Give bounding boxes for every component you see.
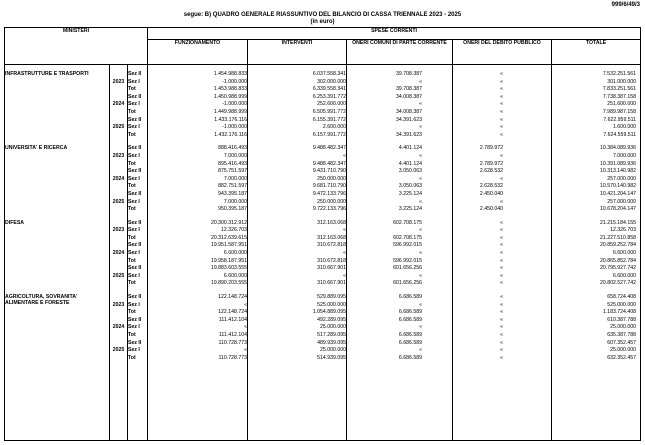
value-cell: «	[453, 332, 552, 340]
value-cell: 12.326.703	[552, 227, 641, 235]
value-cell: «	[453, 235, 552, 243]
value-cell: -1.000.000	[148, 124, 248, 132]
value-cell: 122.148.724	[148, 294, 248, 302]
section-kind-cell: Tot	[128, 206, 148, 214]
value-cell: 6.686.589	[347, 309, 453, 317]
year-cell: 2024	[110, 324, 128, 332]
value-cell: «	[347, 176, 453, 184]
year-cell: 2025	[110, 199, 128, 207]
year-cell: 2023	[110, 302, 128, 310]
filler-row	[5, 362, 641, 440]
value-cell: 39.708.387	[347, 71, 453, 79]
value-cell: 20.865.852.784	[552, 258, 641, 266]
value-cell: 895.416.493	[148, 161, 248, 169]
year-cell	[110, 220, 128, 228]
ministry-name: DIFESA	[5, 220, 110, 288]
section-kind-cell: Tot	[128, 355, 148, 363]
value-cell: 2.628.532	[453, 168, 552, 176]
value-cell: «	[248, 153, 347, 161]
value-cell: 3.050.063	[347, 168, 453, 176]
value-cell: 10.678.204.147	[552, 206, 641, 214]
value-cell: 310.672.818	[248, 242, 347, 250]
value-cell: «	[347, 101, 453, 109]
value-cell: «	[347, 347, 453, 355]
value-cell: «	[347, 153, 453, 161]
value-cell: 596.992.015	[347, 242, 453, 250]
value-cell: 943.395.187	[148, 191, 248, 199]
page-code: 999/6/49/3	[611, 2, 640, 8]
section-kind-cell: Sez II	[128, 294, 148, 302]
value-cell: 601.656.256	[347, 280, 453, 288]
year-cell	[110, 145, 128, 153]
value-cell: 6.686.589	[347, 340, 453, 348]
value-cell: 1.432.176.116	[148, 132, 248, 140]
section-kind-cell: Sez I	[128, 176, 148, 184]
budget-table	[4, 27, 641, 441]
title-line-1: segue: B) QUADRO GENERALE RIASSUNTIVO DEL BILANCIO DI CASSA TRIENNALE 2023 - 2025	[183, 12, 462, 18]
section-kind-cell: Sez I	[128, 79, 148, 87]
value-cell: 10.421.204.147	[552, 191, 641, 199]
section-kind-cell: Sez II	[128, 265, 148, 273]
value-cell: 6.600.000	[148, 250, 248, 258]
value-cell: «	[453, 258, 552, 266]
value-cell: -1.000.000	[148, 79, 248, 87]
value-cell: 19.883.603.555	[148, 265, 248, 273]
value-cell: 39.708.387	[347, 86, 453, 94]
value-cell: 529.889.095	[248, 294, 347, 302]
ministry-name: UNIVERSITA' E RICERCA	[5, 145, 110, 213]
value-cell: 6.686.589	[347, 294, 453, 302]
value-cell: 7.000.000	[148, 199, 248, 207]
section-kind-cell: Sez II	[128, 220, 148, 228]
value-cell: 6.686.589	[347, 355, 453, 363]
year-cell	[110, 309, 128, 317]
year-cell	[110, 183, 128, 191]
year-cell: 2023	[110, 153, 128, 161]
value-cell: 110.728.773	[148, 340, 248, 348]
value-cell: «	[248, 227, 347, 235]
value-cell: 2.450.040	[453, 191, 552, 199]
value-cell: 25.000.000	[248, 324, 347, 332]
year-cell: 2025	[110, 124, 128, 132]
value-cell: 596.992.015	[347, 258, 453, 266]
value-cell: 489.939.095	[248, 340, 347, 348]
value-cell: 6.686.589	[347, 332, 453, 340]
value-cell: «	[453, 176, 552, 184]
value-cell: 122.148.724	[148, 309, 248, 317]
value-cell: 6.339.558.341	[248, 86, 347, 94]
table-body	[5, 65, 641, 441]
value-cell: 9.488.482.347	[248, 145, 347, 153]
value-cell: 250.000.000	[248, 176, 347, 184]
section-kind-cell: Sez I	[128, 227, 148, 235]
year-cell	[110, 161, 128, 169]
year-cell	[110, 168, 128, 176]
ministry-name: INFRASTRUTTURE E TRASPORTI	[5, 71, 110, 139]
document-title	[0, 12, 645, 26]
value-cell: 34.008.387	[347, 94, 453, 102]
value-cell: 7.989.987.158	[552, 109, 641, 117]
value-cell: 25.000.000	[552, 324, 641, 332]
section-kind-cell: Sez II	[128, 242, 148, 250]
value-cell: 6.157.991.772	[248, 132, 347, 140]
value-cell: «	[248, 250, 347, 258]
value-cell: «	[148, 324, 248, 332]
value-cell: «	[453, 109, 552, 117]
section-kind-cell: Sez I	[128, 199, 148, 207]
value-cell: «	[347, 250, 453, 258]
value-cell: «	[347, 124, 453, 132]
section-kind-cell: Sez I	[128, 101, 148, 109]
value-cell: 6.155.391.772	[248, 117, 347, 125]
value-cell: 1.453.988.833	[148, 86, 248, 94]
value-cell: 310.672.818	[248, 258, 347, 266]
section-kind-cell: Tot	[128, 332, 148, 340]
section-kind-cell: Tot	[128, 258, 148, 266]
value-cell: 9.722.133.796	[248, 206, 347, 214]
value-cell: 6.037.558.341	[248, 71, 347, 79]
value-cell: 19.958.187.951	[148, 258, 248, 266]
value-cell: «	[148, 302, 248, 310]
value-cell: «	[453, 86, 552, 94]
year-cell	[110, 94, 128, 102]
section-kind-cell: Tot	[128, 86, 148, 94]
year-cell	[110, 317, 128, 325]
value-cell: 1.450.988.999	[148, 94, 248, 102]
value-cell: 111.412.104	[148, 317, 248, 325]
value-cell: 312.163.068	[248, 235, 347, 243]
value-cell: 111.412.104	[148, 332, 248, 340]
value-cell: 4.401.124	[347, 145, 453, 153]
value-cell: 9.472.133.796	[248, 191, 347, 199]
col-header-oneri-debito: ONERI DEL DEBITO PUBBLICO	[453, 40, 552, 65]
value-cell: 9.681.710.790	[248, 183, 347, 191]
ministry-name: AGRICOLTURA, SOVRANITA' ALIMENTARE E FORESTE	[5, 294, 110, 362]
value-cell: «	[453, 71, 552, 79]
value-cell: 525.000.000	[248, 302, 347, 310]
value-cell: «	[347, 324, 453, 332]
section-kind-cell: Sez I	[128, 124, 148, 132]
value-cell: 525.000.000	[552, 302, 641, 310]
value-cell: 1.449.988.999	[148, 109, 248, 117]
year-cell	[110, 332, 128, 340]
value-cell: 2.600.000	[248, 124, 347, 132]
value-cell: 12.326.703	[148, 227, 248, 235]
section-kind-cell: Tot	[128, 280, 148, 288]
year-cell	[110, 235, 128, 243]
table-row	[5, 71, 641, 79]
value-cell: 20.859.252.784	[552, 242, 641, 250]
section-kind-cell: Sez I	[128, 347, 148, 355]
value-cell: «	[453, 302, 552, 310]
value-cell: «	[453, 317, 552, 325]
value-cell: 257.000.000	[552, 176, 641, 184]
value-cell: 7.624.559.511	[552, 132, 641, 140]
value-cell: «	[453, 220, 552, 228]
year-cell	[110, 242, 128, 250]
value-cell: 875.751.597	[148, 168, 248, 176]
value-cell: 25.000.000	[552, 347, 641, 355]
value-cell: 882.751.597	[148, 183, 248, 191]
table-row	[5, 220, 641, 228]
value-cell: «	[248, 273, 347, 281]
value-cell: «	[453, 117, 552, 125]
value-cell: «	[453, 153, 552, 161]
value-cell: «	[453, 273, 552, 281]
value-cell: 601.656.256	[347, 265, 453, 273]
value-cell: «	[453, 242, 552, 250]
value-cell: 602.708.175	[347, 220, 453, 228]
section-kind-cell: Sez II	[128, 191, 148, 199]
value-cell: 4.401.124	[347, 161, 453, 169]
value-cell: «	[453, 324, 552, 332]
value-cell: 950.395.187	[148, 206, 248, 214]
year-cell	[110, 132, 128, 140]
value-cell: 1.054.889.095	[248, 309, 347, 317]
value-cell: «	[148, 347, 248, 355]
section-kind-cell: Tot	[128, 183, 148, 191]
value-cell: 19.951.587.951	[148, 242, 248, 250]
section-kind-cell: Sez I	[128, 302, 148, 310]
col-header-oneri-comuni: ONERI COMUNI DI PARTE CORRENTE	[347, 40, 453, 65]
value-cell: 10.391.089.936	[552, 161, 641, 169]
value-cell: 20.300.312.912	[148, 220, 248, 228]
year-cell	[110, 191, 128, 199]
year-cell	[110, 206, 128, 214]
section-kind-cell: Tot	[128, 309, 148, 317]
value-cell: 602.708.175	[347, 235, 453, 243]
value-cell: 302.000.000	[248, 79, 347, 87]
year-cell	[110, 340, 128, 348]
value-cell: 34.008.387	[347, 109, 453, 117]
value-cell: 21.227.510.858	[552, 235, 641, 243]
value-cell: 6.600.000	[148, 273, 248, 281]
section-kind-cell: Sez II	[128, 145, 148, 153]
value-cell: 1.433.176.116	[148, 117, 248, 125]
value-cell: 250.000.000	[248, 199, 347, 207]
value-cell: «	[453, 199, 552, 207]
value-cell: 6.253.391.772	[248, 94, 347, 102]
section-kind-cell: Tot	[128, 235, 148, 243]
value-cell: 517.289.095	[248, 332, 347, 340]
value-cell: 34.391.623	[347, 132, 453, 140]
value-cell: 9.488.482.347	[248, 161, 347, 169]
value-cell: 3.225.124	[347, 191, 453, 199]
value-cell: «	[453, 294, 552, 302]
section-kind-cell: Sez I	[128, 324, 148, 332]
value-cell: 888.416.493	[148, 145, 248, 153]
value-cell: 514.939.095	[248, 355, 347, 363]
year-cell: 2025	[110, 273, 128, 281]
section-kind-cell: Tot	[128, 109, 148, 117]
year-cell	[110, 258, 128, 266]
value-cell: 6.505.991.772	[248, 109, 347, 117]
value-cell: «	[453, 227, 552, 235]
year-cell: 2023	[110, 227, 128, 235]
section-kind-cell: Sez II	[128, 117, 148, 125]
value-cell: 7.000.000	[552, 153, 641, 161]
col-header-totale: TOTALE	[552, 40, 641, 65]
section-kind-cell: Sez I	[128, 250, 148, 258]
value-cell: «	[347, 273, 453, 281]
year-cell	[110, 117, 128, 125]
year-cell	[110, 294, 128, 302]
value-cell: «	[453, 250, 552, 258]
value-cell: 1.183.724.408	[552, 309, 641, 317]
value-cell: 301.000.000	[552, 79, 641, 87]
value-cell: 10.570.140.982	[552, 183, 641, 191]
value-cell: 34.391.623	[347, 117, 453, 125]
value-cell: 492.289.095	[248, 317, 347, 325]
year-cell	[110, 265, 128, 273]
year-cell	[110, 355, 128, 363]
value-cell: 25.000.000	[248, 347, 347, 355]
section-kind-cell: Tot	[128, 161, 148, 169]
ministeri-header: MINISTERI	[5, 28, 148, 65]
section-kind-cell: Sez I	[128, 273, 148, 281]
value-cell: «	[453, 101, 552, 109]
value-cell: 7.000.000	[148, 176, 248, 184]
year-cell	[110, 86, 128, 94]
col-header-interventi: INTERVENTI	[248, 40, 347, 65]
value-cell: «	[453, 124, 552, 132]
spese-correnti-header: SPESE CORRENTI	[148, 28, 641, 40]
value-cell: 7.833.251.561	[552, 86, 641, 94]
section-kind-cell: Sez II	[128, 168, 148, 176]
value-cell: «	[453, 340, 552, 348]
value-cell: «	[347, 79, 453, 87]
value-cell: -1.000.000	[148, 101, 248, 109]
value-cell: 10.313.140.982	[552, 168, 641, 176]
value-cell: 310.667.901	[248, 265, 347, 273]
value-cell: 2.628.532	[453, 183, 552, 191]
value-cell: «	[347, 227, 453, 235]
section-kind-cell: Sez II	[128, 94, 148, 102]
value-cell: 20.802.527.742	[552, 280, 641, 288]
value-cell: 110.728.773	[148, 355, 248, 363]
value-cell: 10.384.089.936	[552, 145, 641, 153]
value-cell: «	[453, 265, 552, 273]
value-cell: «	[453, 355, 552, 363]
title-line-2: (in euro)	[310, 19, 335, 25]
section-kind-cell: Sez II	[128, 340, 148, 348]
value-cell: «	[453, 280, 552, 288]
value-cell: 7.738.387.158	[552, 94, 641, 102]
year-cell	[110, 280, 128, 288]
value-cell: «	[453, 132, 552, 140]
value-cell: 19.890.203.555	[148, 280, 248, 288]
value-cell: 3.225.124	[347, 206, 453, 214]
year-cell: 2024	[110, 250, 128, 258]
year-cell: 2024	[110, 176, 128, 184]
value-cell: 20.312.639.615	[148, 235, 248, 243]
value-cell: 658.724.408	[552, 294, 641, 302]
value-cell: «	[347, 302, 453, 310]
value-cell: «	[453, 79, 552, 87]
value-cell: 20.795.927.742	[552, 265, 641, 273]
year-cell: 2024	[110, 101, 128, 109]
value-cell: 1.454.988.833	[148, 71, 248, 79]
value-cell: 251.600.000	[552, 101, 641, 109]
year-cell: 2023	[110, 79, 128, 87]
year-cell	[110, 109, 128, 117]
col-header-funzionamento: FUNZIONAMENTO	[148, 40, 248, 65]
value-cell: 635.387.788	[552, 332, 641, 340]
table-row	[5, 145, 641, 153]
value-cell: 632.352.457	[552, 355, 641, 363]
value-cell: 1.600.000	[552, 124, 641, 132]
value-cell: 607.352.457	[552, 340, 641, 348]
value-cell: 610.387.788	[552, 317, 641, 325]
value-cell: «	[347, 199, 453, 207]
value-cell: 252.600.000	[248, 101, 347, 109]
value-cell: 6.600.000	[552, 273, 641, 281]
section-kind-cell: Sez II	[128, 71, 148, 79]
value-cell: 310.667.901	[248, 280, 347, 288]
section-kind-cell: Sez I	[128, 153, 148, 161]
year-cell	[110, 71, 128, 79]
value-cell: 7.000.000	[148, 153, 248, 161]
value-cell: «	[453, 94, 552, 102]
value-cell: «	[453, 309, 552, 317]
value-cell: 7.532.251.561	[552, 71, 641, 79]
value-cell: 7.622.959.511	[552, 117, 641, 125]
table-row	[5, 294, 641, 302]
value-cell: 2.450.040	[453, 206, 552, 214]
value-cell: «	[453, 347, 552, 355]
value-cell: 6.686.589	[347, 317, 453, 325]
value-cell: 6.600.000	[552, 250, 641, 258]
value-cell: 312.163.068	[248, 220, 347, 228]
value-cell: 2.789.972	[453, 161, 552, 169]
value-cell: 21.215.184.155	[552, 220, 641, 228]
section-kind-cell: Sez II	[128, 317, 148, 325]
value-cell: 3.050.063	[347, 183, 453, 191]
section-kind-cell: Tot	[128, 132, 148, 140]
value-cell: 9.431.710.790	[248, 168, 347, 176]
value-cell: 2.789.972	[453, 145, 552, 153]
year-cell: 2025	[110, 347, 128, 355]
value-cell: 257.000.000	[552, 199, 641, 207]
